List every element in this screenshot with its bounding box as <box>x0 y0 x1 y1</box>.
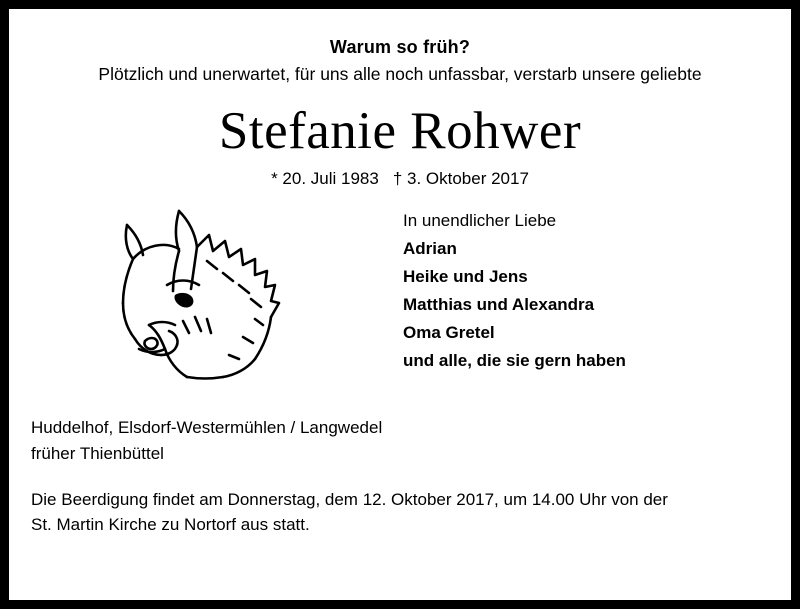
family-lead: In unendlicher Liebe <box>403 211 557 231</box>
deceased-name: Stefanie Rohwer <box>218 102 582 160</box>
funeral-line: St. Martin Kirche zu Nortorf aus statt. <box>31 514 310 534</box>
family-block <box>403 207 626 374</box>
family-member: Adrian <box>403 239 457 259</box>
life-dates <box>31 169 769 189</box>
middle-section <box>31 197 769 407</box>
place-line: früher Thienbüttel <box>31 443 164 463</box>
funeral-line: Die Beerdigung findet am Donnerstag, dem 12. Oktober 2017, um 14.00 Uhr von der <box>31 490 668 510</box>
horse-head-drawing <box>83 199 313 399</box>
family-member: Oma Gretel <box>403 322 495 342</box>
obituary-inner <box>9 9 791 600</box>
birth-date: * 20. Juli 1983 <box>271 169 379 189</box>
family-member: und alle, die sie gern haben <box>403 350 626 370</box>
death-date: † 3. Oktober 2017 <box>392 169 529 189</box>
funeral-details <box>31 488 769 537</box>
subline: Plötzlich und unerwartet, für uns alle noch unfassbar, verstarb unsere geliebte <box>98 64 702 84</box>
headline: Warum so früh? <box>329 37 471 57</box>
places-block <box>31 415 769 466</box>
place-line: Huddelhof, Elsdorf-Westermühlen / Langwedel <box>31 418 383 438</box>
family-member: Matthias und Alexandra <box>403 294 595 314</box>
family-member: Heike und Jens <box>403 266 528 286</box>
